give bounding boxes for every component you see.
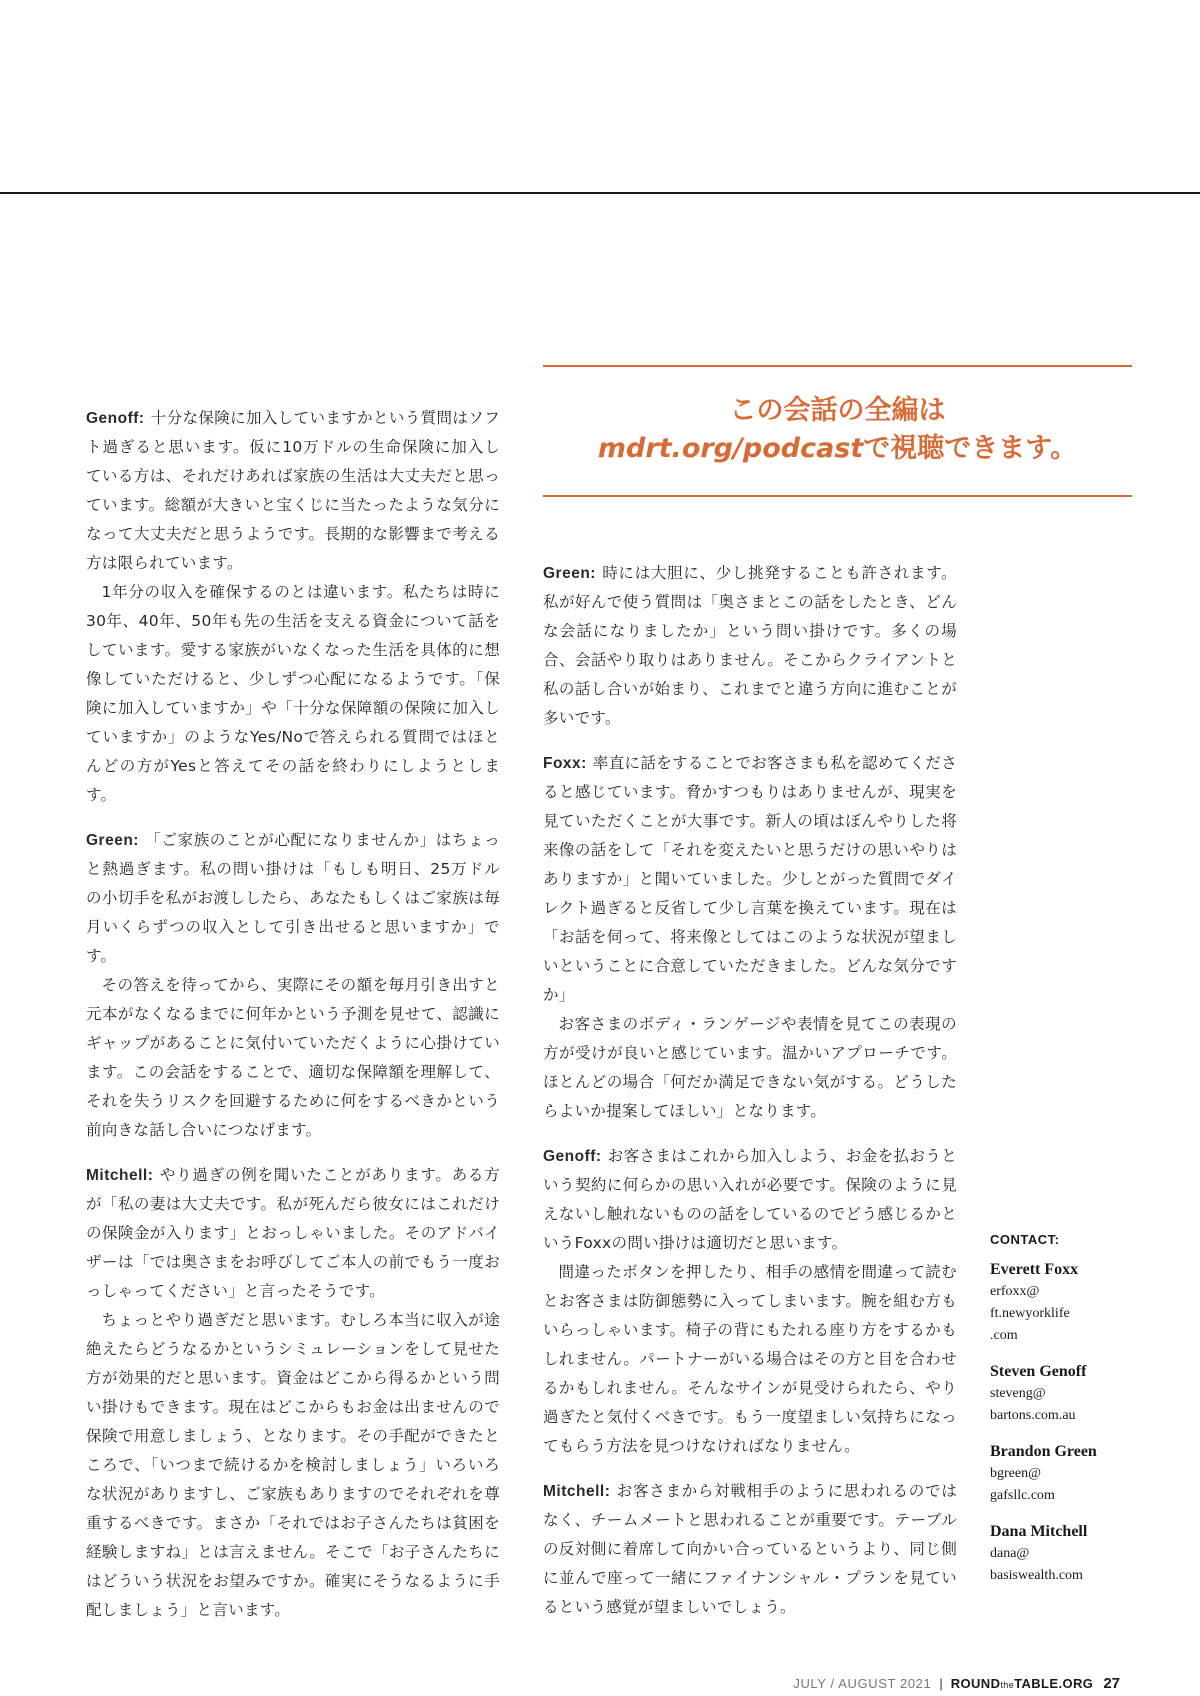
footer-separator: | (939, 1676, 943, 1691)
paragraph (86, 1161, 500, 1306)
paragraph (86, 404, 500, 578)
speaker-name: Green: (543, 565, 596, 582)
callout-subheading-text: で視聴できます。 (863, 433, 1078, 464)
callout-subheading (543, 430, 1132, 468)
contact-entry (990, 1361, 1180, 1427)
contact-entry (990, 1521, 1180, 1587)
contact-name: Brandon Green (990, 1443, 1097, 1460)
contact-email-line[interactable]: erfoxx@ (990, 1284, 1040, 1299)
paragraph-text: 率直に話をすることでお客さまも私を認めてくださると感じています。脅かすつもりはありませんが、現実を見ていただくことが大事です。新人の頃はぼんやりした将来像の話をして「それを変えたいと思うだけの思いやりはありますか」と聞いていました。少しとがった質問でダイレクト過ぎると反省して少し言葉を換えています。現在は「お話を伺って、将来像としてはこのような状況が望ましいということに合意していただきました。どんな気分ですか」 (543, 754, 957, 1004)
paragraph-text: お客さまはこれから加入しよう、お金を払おうという契約に何らかの思い入れが必要です。保険のように見えないし触れないものの話をしているのでどう感じるかというFoxxの問い掛けは適切だと思います。 (543, 1147, 957, 1252)
paragraph-text: お客さまから対戦相手のように思われるのではなく、チームメートと思われることが重要です。テーブルの反対側に着席して向かい合っているというより、同じ側に並んで座って一緒にファイナンシャル・プランを見ているという感覚が望ましいでしょう。 (543, 1482, 957, 1616)
paragraph (86, 826, 500, 971)
paragraph: 間違ったボタンを押したり、相手の感情を間違って読むとお客さまは防御態勢に入ってしまいます。腕を組む方もいらっしゃいます。椅子の背にもたれる座り方をするかもしれません。パートナーがいる場合はその方と目を合わせるかもしれません。そんなサインが見受けられたら、やり過ぎたと気付くべきです。もう一度望ましい気持ちになってもらう方法を見つけなければなりません。 (543, 1263, 957, 1455)
publication-site[interactable] (951, 1676, 1094, 1691)
page-number: 27 (1103, 1675, 1120, 1692)
paragraph-text: やり過ぎの例を聞いたことがあります。ある方が「私の妻は大丈夫です。私が死んだら彼女にはこれだけの保険金が入ります」とおっしゃいました。そのアドバイザーは「では奥さまをお呼びしてご本人の前でもう一度おっしゃってください」と言ったそうです。 (86, 1166, 500, 1300)
page-footer (793, 1675, 1120, 1692)
contact-name: Steven Genoff (990, 1363, 1087, 1380)
contact-email-line[interactable]: basiswealth.com (990, 1568, 1083, 1583)
contact-entry (990, 1259, 1180, 1347)
callout-heading: この会話の全編は (729, 395, 946, 426)
contact-email-line[interactable]: gafsllc.com (990, 1488, 1055, 1503)
speaker-name: Mitchell: (543, 1483, 611, 1500)
article-column-middle (543, 559, 957, 1638)
paragraph: 1年分の収入を確保するのとは違います。私たちは時に30年、40年、50年も先の生活を支える資金について話をしています。愛する家族がいなくなった生活を具体的に想像していただけると、少しずつ心配になるようです。「保険に加入していますか」や「十分な保障額の保険に加入していますか」のようなYes/Noで答えられる質問ではほとんどの方がYesと答えてその話を終わりにしようとします。 (86, 583, 500, 804)
contact-entry (990, 1441, 1180, 1507)
paragraph: お客さまのボディ・ランゲージや表情を見てこの表現の方が受けが良いと感じています。温かいアプローチです。ほとんどの場合「何だか満足できない気がする。どうしたらよいか提案してほしい」となります。 (543, 1015, 957, 1120)
contact-title: CONTACT: (990, 1232, 1060, 1247)
paragraph (543, 559, 957, 733)
paragraph (543, 1142, 957, 1258)
site-the: the (1000, 1680, 1015, 1690)
article-column-left (86, 404, 500, 1641)
speaker-name: Foxx: (543, 755, 587, 772)
paragraph (543, 749, 957, 1010)
speaker-name: Mitchell: (86, 1167, 154, 1184)
site-round: ROUND (950, 1676, 1001, 1691)
podcast-link[interactable]: mdrt.org/podcast (597, 433, 864, 464)
contact-name: Dana Mitchell (990, 1523, 1088, 1540)
paragraph: その答えを待ってから、実際にその額を毎月引き出すと元本がなくなるまでに何年かという予測を見せて、認識にギャップがあることに気付いていただくように心掛けています。この会話をすることで、適切な保障額を理解して、それを失うリスクを回避するために何をするべきかという前向きな話し合いにつなげます。 (86, 976, 500, 1139)
contact-email-line[interactable]: bartons.com.au (990, 1408, 1076, 1423)
contact-email-line[interactable]: bgreen@ (990, 1466, 1041, 1481)
header-divider (0, 192, 1200, 194)
contact-sidebar (990, 1232, 1180, 1601)
contact-name: Everett Foxx (990, 1261, 1079, 1278)
paragraph-text: 時には大胆に、少し挑発することも許されます。私が好んで使う質問は「奥さまとこの話をしたとき、どんな会話になりましたか」という問い掛けです。多くの場合、会話やり取りはありません。そこからクライアントと私の話し合いが始まり、これまでと違う方向に進むことが多いです。 (543, 564, 957, 727)
contact-email-line[interactable]: ft.newyorklife (990, 1306, 1070, 1321)
contact-email-line[interactable]: .com (990, 1328, 1018, 1343)
speaker-name: Genoff: (543, 1148, 602, 1165)
paragraph-text: 「ご家族のことが心配になりませんか」はちょっと熱過ぎます。私の問い掛けは「もしも明日、25万ドルの小切手を私がお渡ししたら、あなたもしくはご家族は毎月いくらずつの収入として引き出せると思いますか」です。 (86, 831, 500, 965)
issue-date: JULY / AUGUST 2021 (793, 1676, 932, 1691)
paragraph-text: 十分な保険に加入していますかという質問はソフト過ぎると思います。仮に10万ドルの生命保険に加入している方は、それだけあれば家族の生活は大丈夫だと思っています。総額が大きいと宝くじに当たったような気分になって大丈夫だと思うようです。長期的な影響まで考える方は限られています。 (86, 409, 500, 572)
contact-email-line[interactable]: steveng@ (990, 1386, 1046, 1401)
speaker-name: Green: (86, 832, 139, 849)
site-rest: TABLE.ORG (1014, 1676, 1094, 1691)
contact-email-line[interactable]: dana@ (990, 1546, 1030, 1561)
paragraph: ちょっとやり過ぎだと思います。むしろ本当に収入が途絶えたらどうなるかというシミュレーションをして見せた方が効果的だと思います。資金はどこから得るかという問い掛けもできます。現在はどこからもお金は出ませんので保険で用意しましょう、となります。その手配ができたところで、「いつまで続けるかを検討しましょう」いろいろな状況がありますし、ご家族もありますのでそれぞれを尊重するべきです。まさか「それではお子さんたちは貧困を経験しますね」とは言えません。そこで「お子さんたちにはどういう状況をお望みですか。確実にそうなるように手配しましょう」と言います。 (86, 1311, 500, 1619)
speaker-name: Genoff: (86, 410, 145, 427)
podcast-callout (543, 365, 1132, 497)
paragraph (543, 1477, 957, 1622)
